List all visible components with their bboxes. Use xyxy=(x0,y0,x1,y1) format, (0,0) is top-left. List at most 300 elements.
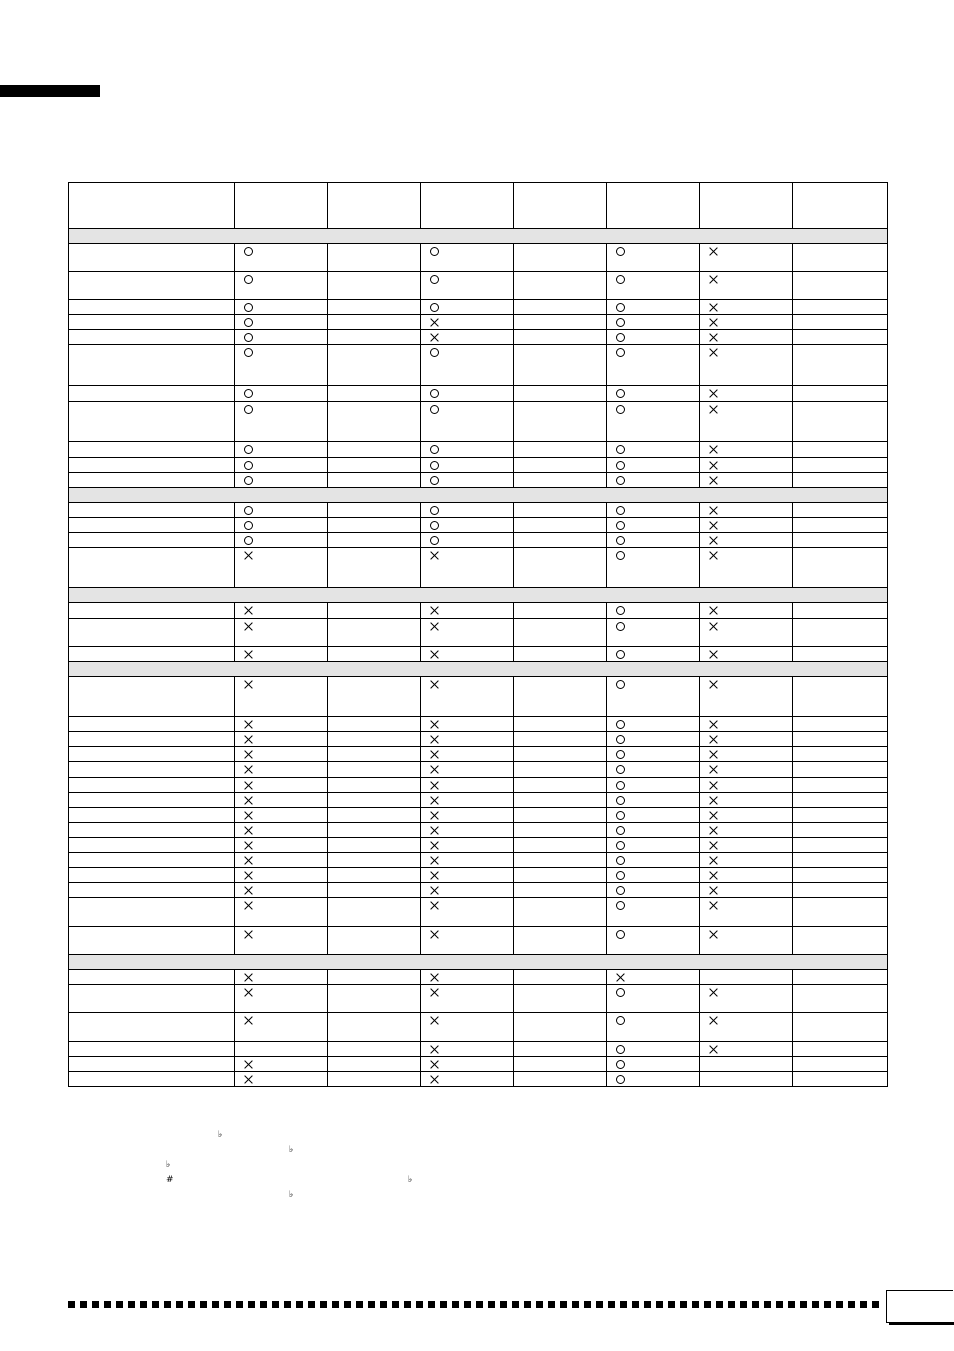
table-cell xyxy=(514,619,607,647)
table-row xyxy=(69,1013,888,1042)
table-cell xyxy=(793,985,888,1013)
table-cell xyxy=(235,533,328,548)
circle-icon xyxy=(616,811,625,820)
table-cell xyxy=(793,603,888,619)
row-label-cell xyxy=(69,762,235,778)
section-header-cell xyxy=(69,229,888,244)
circle-icon xyxy=(616,1045,625,1054)
table-cell xyxy=(607,677,700,717)
cross-icon xyxy=(244,811,253,820)
table-cell xyxy=(793,647,888,662)
row-label-cell xyxy=(69,898,235,927)
cross-icon xyxy=(616,973,625,982)
cross-icon xyxy=(709,901,718,910)
table-cell xyxy=(514,315,607,330)
table-cell xyxy=(235,473,328,488)
table-cell xyxy=(421,272,514,300)
circle-icon xyxy=(616,405,625,414)
table-cell xyxy=(421,717,514,732)
table-cell xyxy=(700,244,793,272)
circle-icon xyxy=(616,796,625,805)
table-cell xyxy=(235,345,328,386)
table-cell xyxy=(607,330,700,345)
table-row xyxy=(69,747,888,762)
circle-icon xyxy=(616,476,625,485)
circle-icon xyxy=(616,1060,625,1069)
table-cell xyxy=(700,732,793,747)
circle-icon xyxy=(244,445,253,454)
table-cell xyxy=(328,883,421,898)
table-cell xyxy=(328,473,421,488)
table-cell xyxy=(421,315,514,330)
circle-icon xyxy=(616,506,625,515)
cross-icon xyxy=(244,750,253,759)
table-cell xyxy=(235,458,328,473)
circle-icon xyxy=(430,445,439,454)
table-cell xyxy=(328,898,421,927)
cross-icon xyxy=(709,765,718,774)
section-header-cell xyxy=(69,588,888,603)
header-cell xyxy=(607,183,700,229)
table-cell xyxy=(514,345,607,386)
circle-icon xyxy=(244,318,253,327)
cross-icon xyxy=(709,476,718,485)
table-cell xyxy=(235,823,328,838)
cross-icon xyxy=(430,856,439,865)
table-cell xyxy=(328,244,421,272)
table-cell xyxy=(700,1072,793,1087)
circle-icon xyxy=(616,1075,625,1084)
table-cell xyxy=(235,503,328,518)
table-cell xyxy=(235,732,328,747)
circle-icon xyxy=(616,841,625,850)
table-row xyxy=(69,272,888,300)
table-row xyxy=(69,883,888,898)
cross-icon xyxy=(430,551,439,560)
table-row xyxy=(69,345,888,386)
row-label-cell xyxy=(69,1042,235,1057)
table-cell xyxy=(607,345,700,386)
table-cell xyxy=(607,747,700,762)
table-cell xyxy=(607,603,700,619)
table-cell xyxy=(235,442,328,458)
table-cell xyxy=(700,272,793,300)
table-cell xyxy=(607,1057,700,1072)
cross-icon xyxy=(709,886,718,895)
table-cell xyxy=(328,503,421,518)
row-label-cell xyxy=(69,503,235,518)
circle-icon xyxy=(244,303,253,312)
table-row xyxy=(69,647,888,662)
table-cell xyxy=(328,747,421,762)
circle-icon xyxy=(616,856,625,865)
table-cell xyxy=(235,619,328,647)
row-label-cell xyxy=(69,677,235,717)
cross-icon xyxy=(244,606,253,615)
table-cell xyxy=(235,747,328,762)
cross-icon xyxy=(709,461,718,470)
section-header-cell xyxy=(69,488,888,503)
circle-icon xyxy=(616,275,625,284)
table-cell xyxy=(514,1057,607,1072)
circle-icon xyxy=(430,521,439,530)
table-cell xyxy=(514,838,607,853)
table-cell xyxy=(514,1013,607,1042)
table-row xyxy=(69,315,888,330)
cross-icon xyxy=(709,275,718,284)
table-cell xyxy=(514,927,607,955)
row-label-cell xyxy=(69,883,235,898)
table-cell xyxy=(421,732,514,747)
table-cell xyxy=(514,808,607,823)
row-label-cell xyxy=(69,853,235,868)
circle-icon xyxy=(616,333,625,342)
cross-icon xyxy=(244,856,253,865)
sharp-symbol: # xyxy=(166,1175,174,1185)
table-cell xyxy=(793,1072,888,1087)
table-row xyxy=(69,778,888,793)
table-row xyxy=(69,823,888,838)
table-cell xyxy=(235,1042,328,1057)
table-cell xyxy=(421,647,514,662)
cross-icon xyxy=(244,871,253,880)
cross-icon xyxy=(709,781,718,790)
table-cell xyxy=(514,458,607,473)
cross-icon xyxy=(430,973,439,982)
section-header-row xyxy=(69,229,888,244)
table-cell xyxy=(607,868,700,883)
table-cell xyxy=(700,1042,793,1057)
table-row xyxy=(69,985,888,1013)
table-cell xyxy=(700,402,793,442)
circle-icon xyxy=(616,551,625,560)
table-cell xyxy=(514,533,607,548)
cross-icon xyxy=(709,796,718,805)
table-row xyxy=(69,853,888,868)
row-label-cell xyxy=(69,732,235,747)
table-cell xyxy=(793,898,888,927)
table-cell xyxy=(700,985,793,1013)
table-cell xyxy=(514,747,607,762)
circle-icon xyxy=(616,318,625,327)
table-cell xyxy=(607,647,700,662)
cross-icon xyxy=(244,1060,253,1069)
flat-symbol: ♭ xyxy=(289,1190,294,1200)
table-cell xyxy=(328,823,421,838)
table-row xyxy=(69,1072,888,1087)
table-cell xyxy=(700,619,793,647)
table-cell xyxy=(700,823,793,838)
flat-symbol: ♭ xyxy=(408,1175,413,1185)
cross-icon xyxy=(709,871,718,880)
table-cell xyxy=(235,970,328,985)
circle-icon xyxy=(616,826,625,835)
table-cell xyxy=(793,300,888,315)
table-cell xyxy=(235,1057,328,1072)
circle-icon xyxy=(616,720,625,729)
table-cell xyxy=(514,677,607,717)
table-cell xyxy=(607,762,700,778)
table-cell xyxy=(607,853,700,868)
table-cell xyxy=(328,778,421,793)
circle-icon xyxy=(616,735,625,744)
table-cell xyxy=(514,898,607,927)
circle-icon xyxy=(616,750,625,759)
row-label-cell xyxy=(69,442,235,458)
table-cell xyxy=(793,1042,888,1057)
table-cell xyxy=(328,838,421,853)
table-cell xyxy=(328,677,421,717)
table-cell xyxy=(235,1013,328,1042)
table-cell xyxy=(700,970,793,985)
table-cell xyxy=(700,548,793,588)
cross-icon xyxy=(709,650,718,659)
cross-icon xyxy=(709,521,718,530)
table-cell xyxy=(793,868,888,883)
table-cell xyxy=(328,793,421,808)
cross-icon xyxy=(244,796,253,805)
table-cell xyxy=(700,315,793,330)
table-cell xyxy=(700,717,793,732)
circle-icon xyxy=(244,506,253,515)
cross-icon xyxy=(244,781,253,790)
table-cell xyxy=(793,838,888,853)
table-cell xyxy=(421,503,514,518)
table-cell xyxy=(793,778,888,793)
table-cell xyxy=(700,345,793,386)
table-row xyxy=(69,330,888,345)
cross-icon xyxy=(709,856,718,865)
circle-icon xyxy=(244,389,253,398)
table-cell xyxy=(328,762,421,778)
circle-icon xyxy=(616,781,625,790)
table-cell xyxy=(235,927,328,955)
cross-icon xyxy=(709,1016,718,1025)
table-cell xyxy=(793,732,888,747)
table-cell xyxy=(421,330,514,345)
section-header-row xyxy=(69,588,888,603)
table-cell xyxy=(793,386,888,402)
table-cell xyxy=(235,272,328,300)
cross-icon xyxy=(430,871,439,880)
table-cell xyxy=(328,1013,421,1042)
table-row xyxy=(69,732,888,747)
circle-icon xyxy=(430,536,439,545)
table-cell xyxy=(700,762,793,778)
table-cell xyxy=(700,838,793,853)
table-cell xyxy=(793,823,888,838)
row-label-cell xyxy=(69,838,235,853)
flat-symbol: ♭ xyxy=(289,1145,294,1155)
table-cell xyxy=(607,732,700,747)
cross-icon xyxy=(430,841,439,850)
feature-table xyxy=(68,182,888,1087)
circle-icon xyxy=(430,476,439,485)
cross-icon xyxy=(244,1075,253,1084)
table-row xyxy=(69,518,888,533)
table-cell xyxy=(235,386,328,402)
row-label-cell xyxy=(69,619,235,647)
table-cell xyxy=(421,970,514,985)
table-cell xyxy=(700,883,793,898)
table-row xyxy=(69,808,888,823)
header-cell xyxy=(421,183,514,229)
table-row xyxy=(69,402,888,442)
page-number-box xyxy=(886,1290,954,1326)
table-cell xyxy=(607,1013,700,1042)
cross-icon xyxy=(709,826,718,835)
cross-icon xyxy=(430,1075,439,1084)
table-cell xyxy=(328,619,421,647)
row-label-cell xyxy=(69,386,235,402)
table-cell xyxy=(328,647,421,662)
circle-icon xyxy=(616,622,625,631)
row-label-cell xyxy=(69,518,235,533)
table-cell xyxy=(328,1072,421,1087)
circle-icon xyxy=(244,247,253,256)
table-cell xyxy=(421,793,514,808)
table-cell xyxy=(793,518,888,533)
table-cell xyxy=(421,300,514,315)
table-cell xyxy=(514,603,607,619)
cross-icon xyxy=(244,765,253,774)
row-label-cell xyxy=(69,717,235,732)
row-label-cell xyxy=(69,458,235,473)
header-row xyxy=(69,183,888,229)
section-header-row xyxy=(69,662,888,677)
table-cell xyxy=(607,533,700,548)
table-cell xyxy=(793,1013,888,1042)
cross-icon xyxy=(430,988,439,997)
table-cell xyxy=(235,647,328,662)
table-cell xyxy=(607,619,700,647)
table-cell xyxy=(793,533,888,548)
table-cell xyxy=(235,985,328,1013)
table-cell xyxy=(700,793,793,808)
table-cell xyxy=(421,345,514,386)
cross-icon xyxy=(430,1060,439,1069)
table-row xyxy=(69,762,888,778)
row-label-cell xyxy=(69,868,235,883)
table-cell xyxy=(514,853,607,868)
table-cell xyxy=(514,970,607,985)
table-cell xyxy=(514,244,607,272)
cross-icon xyxy=(430,622,439,631)
cross-icon xyxy=(244,826,253,835)
table-cell xyxy=(607,1042,700,1057)
table-cell xyxy=(421,244,514,272)
row-label-cell xyxy=(69,473,235,488)
table-cell xyxy=(421,1042,514,1057)
cross-icon xyxy=(709,551,718,560)
table-cell xyxy=(235,518,328,533)
circle-icon xyxy=(616,348,625,357)
row-label-cell xyxy=(69,603,235,619)
circle-icon xyxy=(616,461,625,470)
cross-icon xyxy=(430,796,439,805)
row-label-cell xyxy=(69,1057,235,1072)
table-cell xyxy=(793,717,888,732)
table-cell xyxy=(514,518,607,533)
row-label-cell xyxy=(69,778,235,793)
cross-icon xyxy=(244,680,253,689)
table-cell xyxy=(607,1072,700,1087)
cross-icon xyxy=(709,1045,718,1054)
circle-icon xyxy=(616,886,625,895)
table-row xyxy=(69,603,888,619)
table-cell xyxy=(514,717,607,732)
row-label-cell xyxy=(69,244,235,272)
circle-icon xyxy=(244,461,253,470)
cross-icon xyxy=(430,650,439,659)
table-cell xyxy=(514,386,607,402)
table-row xyxy=(69,473,888,488)
table-cell xyxy=(328,533,421,548)
cross-icon xyxy=(244,735,253,744)
table-cell xyxy=(235,315,328,330)
table-cell xyxy=(793,853,888,868)
table-cell xyxy=(421,747,514,762)
table-cell xyxy=(607,970,700,985)
table-cell xyxy=(328,402,421,442)
table-cell xyxy=(607,985,700,1013)
cross-icon xyxy=(709,348,718,357)
circle-icon xyxy=(616,901,625,910)
circle-icon xyxy=(244,405,253,414)
table-cell xyxy=(328,386,421,402)
dotted-rule xyxy=(68,1301,880,1308)
table-cell xyxy=(421,868,514,883)
circle-icon xyxy=(616,445,625,454)
table-cell xyxy=(700,330,793,345)
circle-icon xyxy=(616,389,625,398)
cross-icon xyxy=(709,445,718,454)
table-cell xyxy=(793,345,888,386)
table-cell xyxy=(328,315,421,330)
table-cell xyxy=(700,386,793,402)
table-cell xyxy=(235,898,328,927)
table-cell xyxy=(607,402,700,442)
circle-icon xyxy=(616,765,625,774)
table-cell xyxy=(700,518,793,533)
section-header-row xyxy=(69,955,888,970)
table-cell xyxy=(421,402,514,442)
table-cell xyxy=(235,402,328,442)
cross-icon xyxy=(430,318,439,327)
row-label-cell xyxy=(69,533,235,548)
table-cell xyxy=(607,272,700,300)
circle-icon xyxy=(616,536,625,545)
table-cell xyxy=(235,762,328,778)
table-cell xyxy=(514,762,607,778)
cross-icon xyxy=(430,901,439,910)
header-cell xyxy=(700,183,793,229)
cross-icon xyxy=(430,781,439,790)
table-cell xyxy=(328,985,421,1013)
cross-icon xyxy=(709,735,718,744)
table-cell xyxy=(607,300,700,315)
table-cell xyxy=(607,927,700,955)
table-row xyxy=(69,619,888,647)
cross-icon xyxy=(430,333,439,342)
table-cell xyxy=(514,300,607,315)
table-cell xyxy=(514,823,607,838)
table-cell xyxy=(235,838,328,853)
table-cell xyxy=(514,548,607,588)
cross-icon xyxy=(430,606,439,615)
cross-icon xyxy=(244,973,253,982)
header-cell xyxy=(69,183,235,229)
